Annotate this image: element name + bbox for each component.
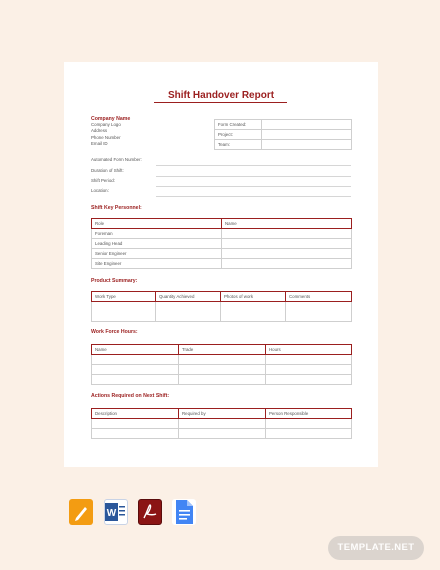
shift-key-personnel-heading: Shift Key Personnel: [91,205,142,211]
table-cell[interactable] [92,429,179,439]
location-line[interactable] [156,196,351,197]
table-cell[interactable] [179,355,266,365]
column-header: Description [92,409,179,419]
column-header: Required by [179,409,266,419]
table-cell[interactable] [92,365,179,375]
table-cell[interactable] [179,429,266,439]
role-cell: Foreman [92,229,222,239]
table-cell[interactable] [156,302,221,322]
automated-form-number-line[interactable] [156,165,351,166]
name-cell[interactable] [222,229,352,239]
table-cell[interactable] [266,355,352,365]
table-cell[interactable] [179,375,266,385]
name-cell[interactable] [222,249,352,259]
table-row [92,249,352,259]
pencil-glyph [69,499,93,525]
acrobat-glyph [139,500,161,524]
table-row [92,365,352,375]
table-cell[interactable] [266,365,352,375]
template-net-watermark: TEMPLATE.NET [328,536,424,560]
actions-required-heading: Actions Required on Next Shift: [91,393,170,399]
project-label: Project: [215,130,262,140]
table-cell[interactable] [266,429,352,439]
column-header: Photos of work [221,292,286,302]
table-row [92,419,352,429]
docs-glyph [172,499,196,525]
table-cell[interactable] [92,302,156,322]
word-letter: W [106,508,117,519]
column-header: Comments [286,292,352,302]
column-header: Work Type [92,292,156,302]
duration-of-shift-label: Duration of Shift: [91,168,124,173]
column-header: Person Responsible [266,409,352,419]
shift-period-label: Shift Period: [91,178,115,183]
table-cell[interactable] [92,355,179,365]
document-title: Shift Handover Report [167,90,275,101]
table-cell[interactable] [92,419,179,429]
form-info-table [214,119,352,150]
table-row [92,355,352,365]
column-header: Hours [266,345,352,355]
role-cell: Site Engineer [92,259,222,269]
column-header: Role [92,219,222,229]
table-cell[interactable] [266,375,352,385]
google-docs-icon[interactable] [172,499,196,525]
table-cell[interactable] [266,419,352,429]
table-row [92,302,352,322]
column-header: Trade [179,345,266,355]
table-cell[interactable] [179,419,266,429]
role-cell: Leading Head [92,239,222,249]
company-logo-text: Company Logo [91,122,121,127]
team-label: Team: [215,140,262,150]
form-created-value[interactable] [262,120,352,130]
title-underline [154,102,287,103]
project-value[interactable] [262,130,352,140]
location-label: Location: [91,188,109,193]
pdf-icon[interactable] [138,499,162,525]
shift-period-line[interactable] [156,186,351,187]
product-summary-table [91,291,352,322]
name-cell[interactable] [222,259,352,269]
table-header-row [92,292,352,302]
company-email-text: Email ID [91,141,108,147]
actions-table [91,408,352,439]
table-row [92,239,352,249]
work-force-table [91,344,352,385]
table-row [215,130,352,140]
name-cell[interactable] [222,239,352,249]
role-cell: Senior Engineer [92,249,222,259]
work-force-hours-heading: Work Force Hours: [91,329,138,335]
table-row [92,229,352,239]
table-cell[interactable] [221,302,286,322]
company-address-text: Address [91,128,108,134]
table-row [92,429,352,439]
word-icon[interactable] [104,499,128,525]
team-value[interactable] [262,140,352,150]
table-header-row [92,409,352,419]
company-name: Company Name [91,116,131,122]
table-cell[interactable] [92,375,179,385]
table-row [215,120,352,130]
table-header-row [92,345,352,355]
automated-form-number-label: Automated Form Number: [91,157,142,162]
product-summary-heading: Product Summary: [91,278,138,284]
table-header-row [92,219,352,229]
form-created-label: Form Created: [215,120,262,130]
table-cell[interactable] [179,365,266,375]
word-glyph [105,500,127,524]
table-row [92,375,352,385]
column-header: Quantity Achieved [156,292,221,302]
duration-of-shift-line[interactable] [156,176,351,177]
pages-icon[interactable] [69,499,93,525]
shift-key-table [91,218,352,269]
company-phone-text: Phone Number [91,134,121,140]
table-row [215,140,352,150]
document-page [64,62,378,467]
company-details [91,122,121,148]
column-header: Name [92,345,179,355]
column-header: Name [222,219,352,229]
table-cell[interactable] [286,302,352,322]
table-row [92,259,352,269]
